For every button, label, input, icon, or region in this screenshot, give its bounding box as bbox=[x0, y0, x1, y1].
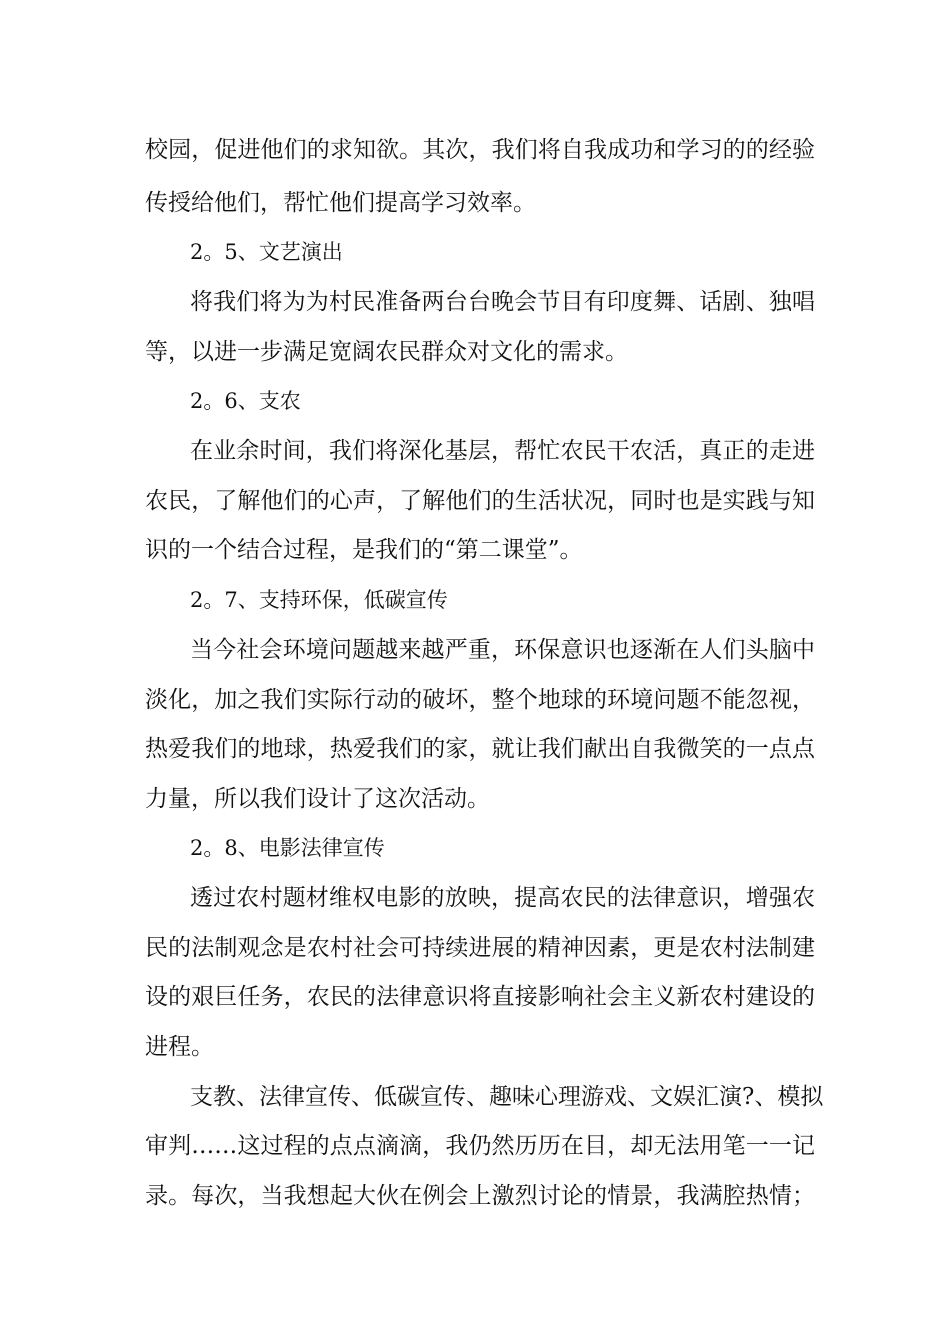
paragraph-line: 设的艰巨任务，农民的法律意识将直接影响社会主义新农村建设的 bbox=[145, 984, 815, 1010]
paragraph-line: 民的法制观念是农村社会可持续进展的精神因素，更是农村法制建 bbox=[145, 935, 815, 961]
paragraph-line: 传授给他们，帮忙他们提高学习效率。 bbox=[145, 190, 536, 216]
paragraph-line: 支教、法律宣传、低碳宣传、趣味心理游戏、文娱汇演?、模拟 bbox=[190, 1084, 824, 1110]
paragraph-line: 透过农村题材维权电影的放映，提高农民的法律意识，增强农 bbox=[190, 885, 815, 911]
paragraph-line: 录。每次，当我想起大伙在例会上激烈讨论的情景，我满腔热情； bbox=[145, 1183, 815, 1209]
section-heading-2-8: 2。8、电影法律宣传 bbox=[190, 836, 385, 860]
paragraph-line: 在业余时间，我们将深化基层，帮忙农民干农活，真正的走进 bbox=[190, 438, 815, 464]
paragraph-line: 校园，促进他们的求知欲。其次，我们将自我成功和学习的的经验 bbox=[145, 137, 815, 163]
section-heading-2-6: 2。6、支农 bbox=[190, 389, 301, 413]
paragraph-line: 力量，所以我们设计了这次活动。 bbox=[145, 786, 490, 812]
paragraph-line: 识的一个结合过程，是我们的“第二课堂”。 bbox=[145, 537, 583, 563]
paragraph-line: 当今社会环境问题越来越严重，环保意识也逐渐在人们头脑中 bbox=[190, 637, 815, 663]
section-heading-2-5: 2。5、文艺演出 bbox=[190, 240, 343, 264]
paragraph-line: 进程。 bbox=[145, 1034, 214, 1060]
paragraph-line: 农民，了解他们的心声，了解他们的生活状况，同时也是实践与知 bbox=[145, 488, 815, 514]
paragraph-line: 淡化，加之我们实际行动的破坏，整个地球的环境问题不能忽视， bbox=[145, 687, 815, 713]
paragraph-line: 等，以进一步满足宽阔农民群众对文化的需求。 bbox=[145, 339, 628, 365]
paragraph-line: 热爱我们的地球，热爱我们的家，就让我们献出自我微笑的一点点 bbox=[145, 736, 815, 762]
section-heading-2-7: 2。7、支持环保，低碳宣传 bbox=[190, 588, 448, 612]
paragraph-line: 将我们将为为村民准备两台台晚会节目有印度舞、话剧、独唱 bbox=[190, 289, 815, 315]
paragraph-line: 审判……这过程的点点滴滴，我仍然历历在目，却无法用笔一一记 bbox=[145, 1133, 815, 1159]
